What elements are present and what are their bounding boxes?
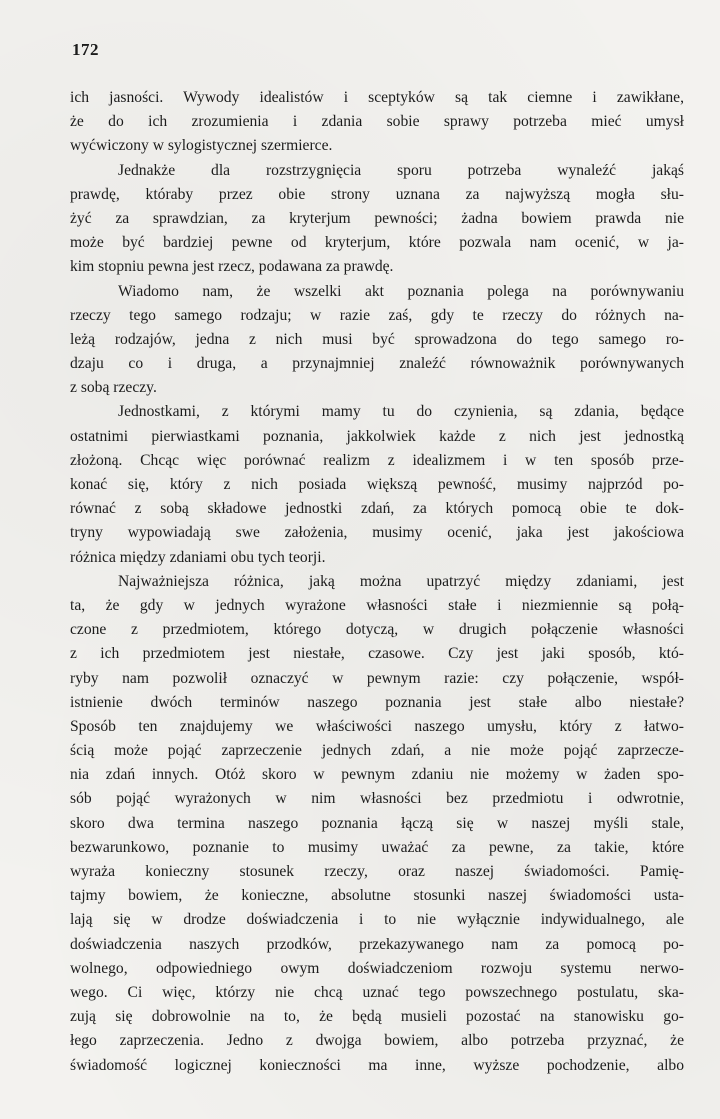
- text-line: sób pojąć wyrażonych w nim własności bez przedmiotu i odwrotnie,: [70, 790, 684, 808]
- text-line: ryby nam pozwolił oznaczyć w pewnym razie: czy połączenie, współ-: [70, 669, 684, 687]
- text-line: nia zdań innych. Otóż skoro w pewnym zdaniu nie możemy w żaden spo-: [70, 766, 684, 784]
- text-line: wolnego, odpowiedniego owym doświadczeniom rozwoju systemu nerwo-: [70, 959, 684, 977]
- text-line: z sobą rzeczy.: [70, 379, 157, 397]
- text-line: wyćwiczony w sylogistycznej szermierce.: [70, 137, 333, 155]
- text-line: konać się, który z nich posiada większą pewność, musimy najprzód po-: [70, 476, 684, 493]
- text-line: ta, że gdy w jednych wyrażone własności stałe i niezmiennie są połą-: [70, 596, 684, 614]
- text-line: wego. Ci więc, którzy nie chcą uznać tego powszechnego postulatu, ska-: [70, 983, 684, 1001]
- text-line: Wiadomo nam, że wszelki akt poznania polega na porównywaniu: [118, 282, 684, 300]
- body-text: [70, 86, 684, 1078]
- text-line: z ich przedmiotem jest niestałe, czasowe. Czy jest jaki sposób, któ-: [70, 645, 684, 663]
- text-line: różnica między zdaniami obu tych teorji.: [70, 548, 326, 566]
- text-line: bezwarunkowo, poznanie to musimy uważać za pewne, za takie, które: [70, 838, 684, 856]
- text-line: ostatnimi pierwiastkami poznania, jakkolwiek każde z nich jest jednostką: [70, 427, 684, 445]
- text-line: ich jasności. Wywody idealistów i sceptyków są tak ciemne i zawikłane,: [70, 89, 684, 106]
- text-line: dzaju co i druga, a przynajmniej znaleźć równoważnik porównywanych: [70, 355, 684, 373]
- text-line: rzeczy tego samego rodzaju; w razie zaś, gdy te rzeczy do różnych na-: [70, 306, 684, 324]
- text-line: tryny wypowiadają swe założenia, musimy ocenić, jaka jest jakościowa: [70, 524, 684, 542]
- text-line: tajmy bowiem, że konieczne, absolutne stosunki naszej świadomości usta-: [70, 887, 684, 905]
- text-line: ścią może pojąć zaprzeczenie jednych zdań, a nie może pojąć zaprzecze-: [70, 742, 684, 760]
- text-line: leżą rodzajów, jedna z nich musi być sprowadzona do tego samego ro-: [70, 330, 684, 348]
- text-line: skoro dwa termina naszego poznania łączą się w naszej myśli stale,: [70, 814, 684, 832]
- text-line: czone z przedmiotem, którego dotyczą, w drugich połączenie własności: [70, 621, 684, 639]
- text-line: żyć za sprawdzian, za kryterjum pewności; żadna bowiem prawda nie: [70, 209, 684, 227]
- text-line: równać z sobą składowe jednostki zdań, za których pomocą obie te dok-: [70, 500, 684, 518]
- text-line: Jednakże dla rozstrzygnięcia sporu potrzeba wynaleźć jakąś: [118, 161, 684, 179]
- page-number: 172: [72, 40, 99, 59]
- text-line: zują się dobrowolnie na to, że będą musieli pozostać na stanowisku go-: [70, 1008, 684, 1026]
- text-line: kim stopniu pewna jest rzecz, podawana za prawdę.: [70, 258, 394, 276]
- text-line: Najważniejsza różnica, jaką można upatrzyć między zdaniami, jest: [118, 572, 684, 590]
- text-line: Sposób ten znajdujemy we właściwości naszego umysłu, który z łatwo-: [70, 717, 684, 735]
- text-line: świadomość logicznej konieczności ma inne, wyższe pochodzenie, albo: [70, 1056, 684, 1074]
- text-line: prawdę, któraby przez obie strony uznana za najwyższą mogła słu-: [70, 185, 684, 203]
- text-line: łego zaprzeczenia. Jedno z dwojga bowiem, albo potrzeba przyznać, że: [70, 1032, 684, 1050]
- text-line: wyraża konieczny stosunek rzeczy, oraz naszej świadomości. Pamię-: [70, 863, 684, 880]
- text-line: że do ich zrozumienia i zdania sobie sprawy potrzeba mieć umysł: [70, 113, 684, 131]
- text-line: istnienie dwóch terminów naszego poznania jest stałe albo niestałe?: [70, 693, 684, 711]
- text-line: złożoną. Chcąc więc porównać realizm z idealizmem i w ten sposób prze-: [70, 451, 684, 469]
- text-line: doświadczenia naszych przodków, przekazywanego nam za pomocą po-: [70, 935, 684, 953]
- text-line: może być bardziej pewne od kryterjum, które pozwala nam ocenić, w ja-: [70, 234, 684, 252]
- text-line: Jednostkami, z którymi mamy tu do czynienia, są zdania, będące: [118, 403, 684, 421]
- text-line: lają się w drodze doświadczenia i to nie wyłącznie indywidualnego, ale: [70, 911, 684, 929]
